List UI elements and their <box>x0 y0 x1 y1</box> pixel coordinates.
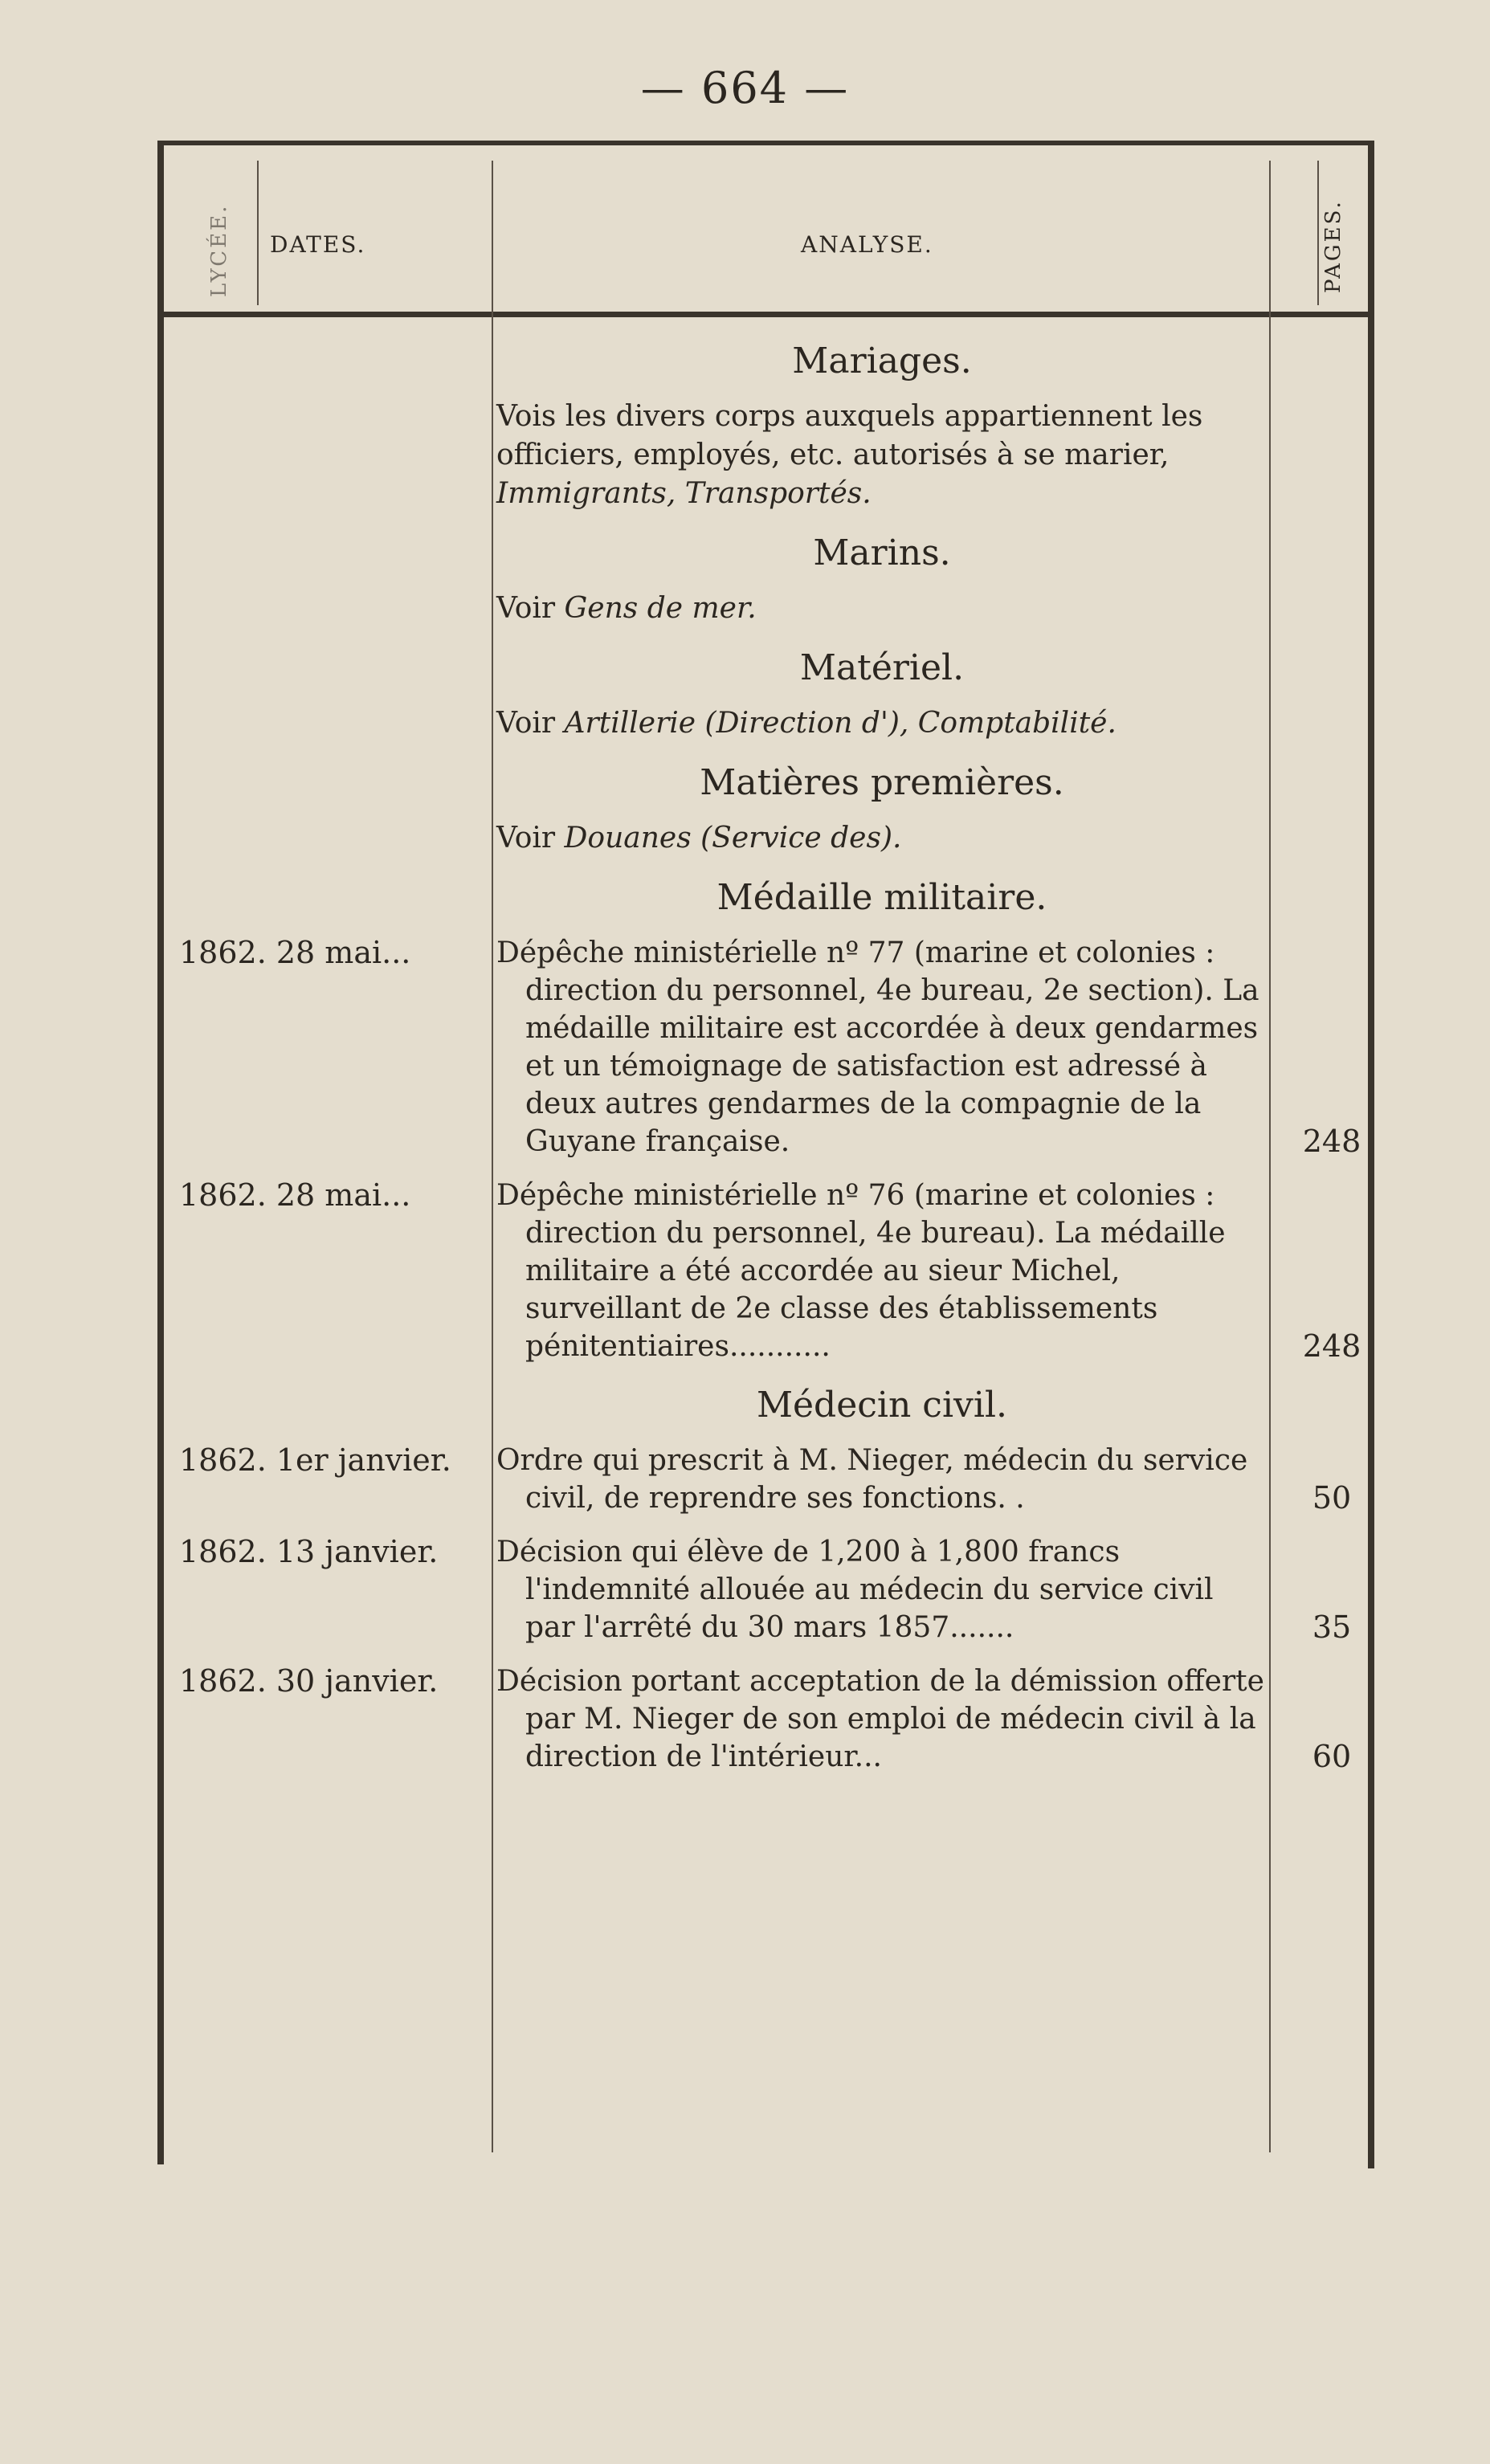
index-body <box>179 321 1361 1792</box>
entry-text: Dépêche ministérielle nº 76 (marine et colonies : direction du personnel, 4e bureau). La médaille militaire a été accordée au sieur Michel, surveillant de 2e classe des établissements pénitentiaires........... <box>496 1179 1226 1363</box>
header-analyse: ANALYSE. <box>801 231 933 258</box>
cross-reference <box>496 589 1268 628</box>
section-title: Médaille militaire. <box>716 877 1047 918</box>
entry-text: Dépêche ministérielle nº 77 (marine et colonies : direction du personnel, 4e bureau, 2e section). La médaille militaire est accordée à deux gendarmes et un témoignage de satisfaction est adressé à deux autres gendarmes de la compagnie de la Guyane française. <box>496 936 1259 1158</box>
entry-date: 1862. 30 janvier. <box>179 1663 439 1699</box>
header-rule <box>164 312 1369 317</box>
entry-page: 50 <box>1312 1480 1352 1516</box>
column-divider <box>1317 161 1319 305</box>
entry-date: 1862. 13 janvier. <box>179 1534 439 1569</box>
xref-links: Gens de mer. <box>564 592 757 625</box>
section-medecin-civil <box>179 1385 1352 1776</box>
xref-text: Voir <box>496 707 556 740</box>
xref-links: Immigrants, Transportés. <box>496 477 872 510</box>
index-entry <box>179 934 1361 1161</box>
section-marins <box>496 532 1268 628</box>
xref-text: Vois les divers corps auxquels appartiennent les officiers, employés, etc. autorisés à se marier, <box>496 400 1203 471</box>
header-dates: DATES. <box>270 231 366 258</box>
section-title: Matériel. <box>799 647 965 688</box>
column-divider <box>492 161 493 2152</box>
xref-links: Douanes (Service des). <box>564 822 902 855</box>
index-entry <box>179 1177 1361 1365</box>
cross-reference <box>496 819 1268 858</box>
section-title: Mariages. <box>792 341 972 381</box>
column-divider <box>1269 161 1271 2152</box>
entry-page: 60 <box>1312 1739 1352 1774</box>
cross-reference <box>496 704 1268 743</box>
entry-page: 35 <box>1312 1609 1352 1645</box>
index-entry <box>179 1442 1352 1517</box>
cross-reference <box>496 398 1268 513</box>
entry-page: 248 <box>1302 1328 1361 1364</box>
entry-date: 1862. 28 mai... <box>179 935 411 970</box>
column-divider <box>257 161 259 305</box>
entry-text: Décision qui élève de 1,200 à 1,800 francs l'indemnité allouée au médecin du service civil par l'arrêté du 30 mars 1857....... <box>496 1536 1214 1644</box>
entry-text: Ordre qui prescrit à M. Nieger, médecin du service civil, de reprendre ses fonctions. . <box>496 1444 1248 1515</box>
entry-text: Décision portant acceptation de la démission offerte par M. Nieger de son emploi de médecin civil à la direction de l'intérieur... <box>496 1665 1264 1773</box>
index-entry <box>179 1533 1352 1646</box>
section-mariages <box>496 341 1268 513</box>
section-title: Matières premières. <box>700 762 1064 803</box>
xref-text: Voir <box>496 592 556 625</box>
header-lycee: LYCÉE. <box>207 203 231 297</box>
section-matieres-premieres <box>496 762 1268 858</box>
entry-date: 1862. 1er janvier. <box>179 1442 451 1478</box>
section-title: Médecin civil. <box>756 1385 1008 1426</box>
section-materiel <box>496 647 1268 743</box>
section-title: Marins. <box>813 532 951 573</box>
entry-date: 1862. 28 mai... <box>179 1177 411 1213</box>
index-entry <box>179 1662 1352 1776</box>
header-pages: PAGES. <box>1321 199 1345 293</box>
xref-links: Artillerie (Direction d'), Comptabilité. <box>564 707 1116 740</box>
xref-text: Voir <box>496 822 556 855</box>
frame-line-left <box>157 145 164 2164</box>
entry-page: 248 <box>1302 1124 1361 1159</box>
section-medaille-militaire <box>179 877 1361 1365</box>
page-number: — 664 — <box>640 63 850 113</box>
